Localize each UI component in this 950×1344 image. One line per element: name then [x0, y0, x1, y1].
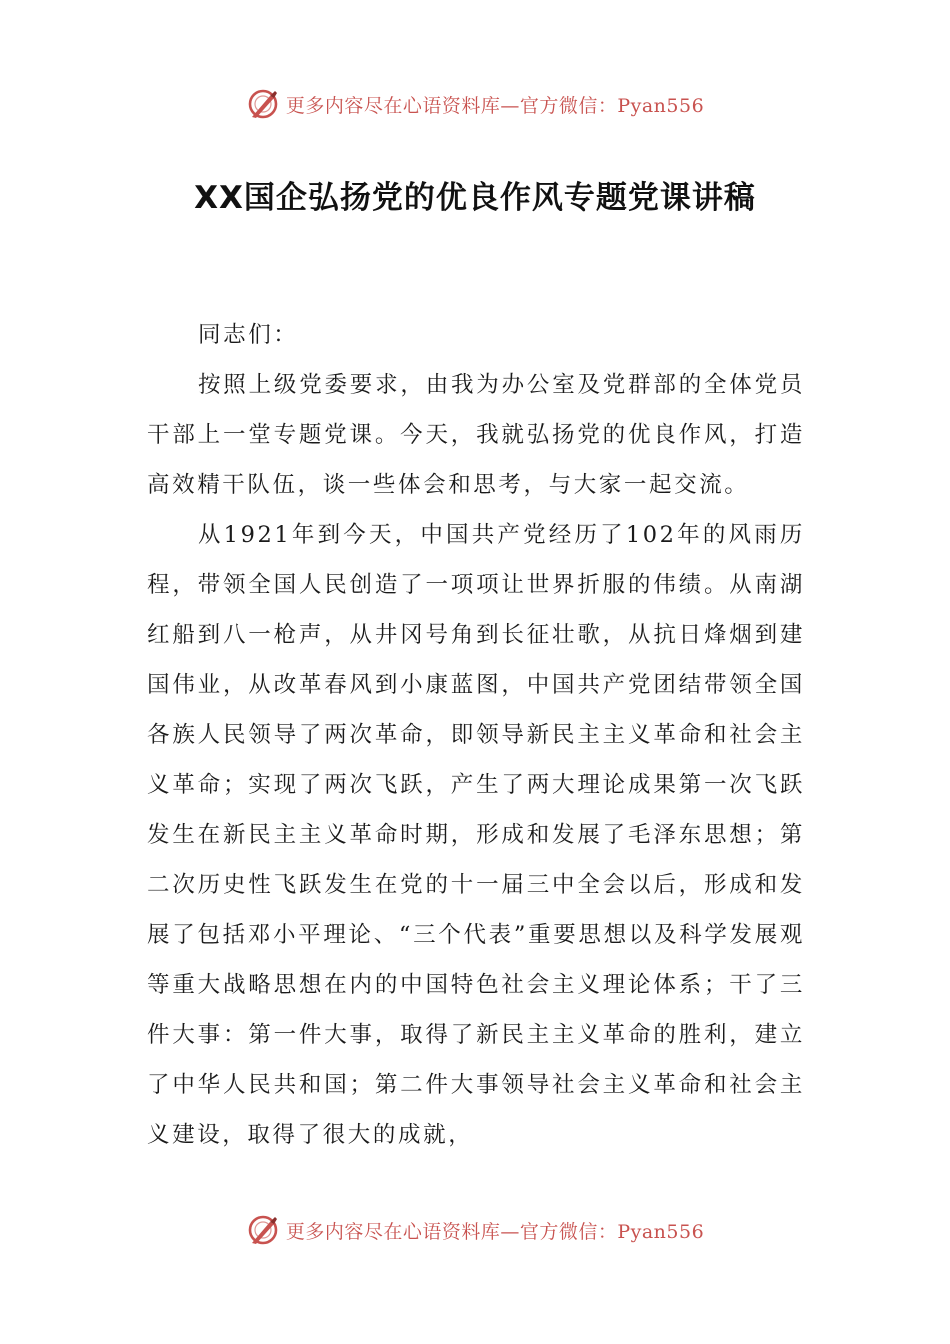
paragraph: 从1921年到今天，中国共产党经历了102年的风雨历程，带领全国人民创造了一项项让世界折服的伟绩。从南湖红船到八一枪声，从井冈号角到长征壮歌，从抗日烽烟到建国伟业，从改革春风到小康蓝图，中国共产党团结带领全国各族人民领导了两次革命，即领导新民主主义革命和社会主义革命；实现了两次飞跃，产生了两大理论成果第一次飞跃发生在新民主主义革命时期，形成和发展了毛泽东思想；第二次历史性飞跃发生在党的十一届三中全会以后，形成和发展了包括邓小平理论、“三个代表”重要思想以及科学发展观等重大战略思想在内的中国特色社会主义理论体系；干了三件大事：第一件大事，取得了新民主主义革命的胜利，建立了中华人民共和国；第二件大事领导社会主义革命和社会主义建设，取得了很大的成就， — [147, 522, 805, 1148]
salutation: 同志们： — [198, 322, 299, 348]
document-body — [147, 310, 805, 1160]
footer-banner — [0, 1210, 950, 1250]
header-banner — [0, 84, 950, 124]
banner-text: 更多内容尽在心语资料库—官方微信：Pyan556 — [285, 94, 705, 117]
pen-circle-logo-icon — [246, 1213, 280, 1247]
paragraph: 按照上级党委要求，由我为办公室及党群部的全体党员干部上一堂专题党课。今天，我就弘扬党的优良作风，打造高效精干队伍，谈一些体会和思考，与大家一起交流。 — [147, 372, 805, 498]
document-title: XX国企弘扬党的优良作风专题党课讲稿 — [194, 180, 756, 216]
pen-circle-logo-icon — [246, 87, 280, 121]
banner-text: 更多内容尽在心语资料库—官方微信：Pyan556 — [285, 1220, 705, 1243]
